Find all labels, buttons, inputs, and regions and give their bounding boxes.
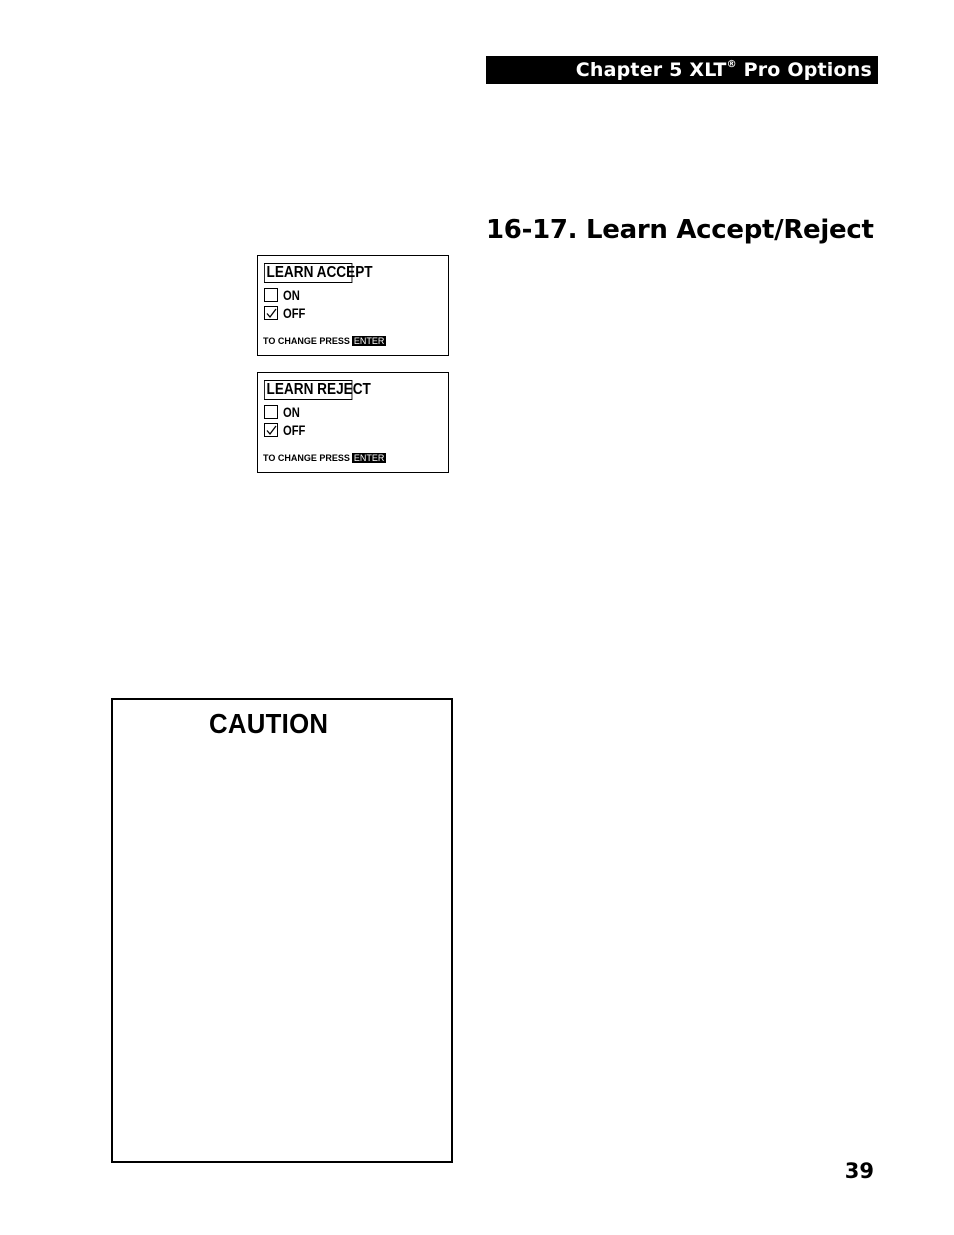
lcd-option-on (264, 404, 304, 420)
option-label: ON (283, 404, 300, 420)
footer-instruction: TO CHANGE PRESS (263, 336, 350, 346)
chapter-header-bar (486, 56, 878, 84)
lcd-title: LEARN REJECT (264, 380, 352, 400)
caution-title: CAUTION (209, 708, 329, 739)
checkmark-box-icon (264, 423, 278, 437)
enter-key-badge: ENTER (353, 336, 385, 346)
unchecked-box-icon (264, 405, 278, 419)
lcd-option-off (264, 422, 311, 438)
option-label: OFF (283, 305, 306, 321)
lcd-screen-learn-accept (257, 255, 449, 356)
page-number: 39 (844, 1159, 874, 1183)
enter-key-badge: ENTER (353, 453, 385, 463)
option-label: ON (283, 287, 300, 303)
section-heading: 16-17. Learn Accept/Reject (486, 215, 874, 245)
lcd-screen-learn-reject (257, 372, 449, 473)
registered-mark: ® (726, 58, 737, 70)
caution-box (111, 698, 453, 1163)
checkmark-box-icon (264, 306, 278, 320)
lcd-option-off (264, 305, 311, 321)
lcd-option-on (264, 287, 304, 303)
footer-instruction: TO CHANGE PRESS (263, 453, 350, 463)
unchecked-box-icon (264, 288, 278, 302)
lcd-footer (263, 453, 386, 464)
lcd-title: LEARN ACCEPT (264, 263, 352, 283)
chapter-title-suffix: Pro Options (736, 59, 872, 81)
chapter-title-prefix: Chapter 5 XLT (575, 59, 727, 81)
lcd-footer (263, 336, 386, 347)
option-label: OFF (283, 422, 306, 438)
